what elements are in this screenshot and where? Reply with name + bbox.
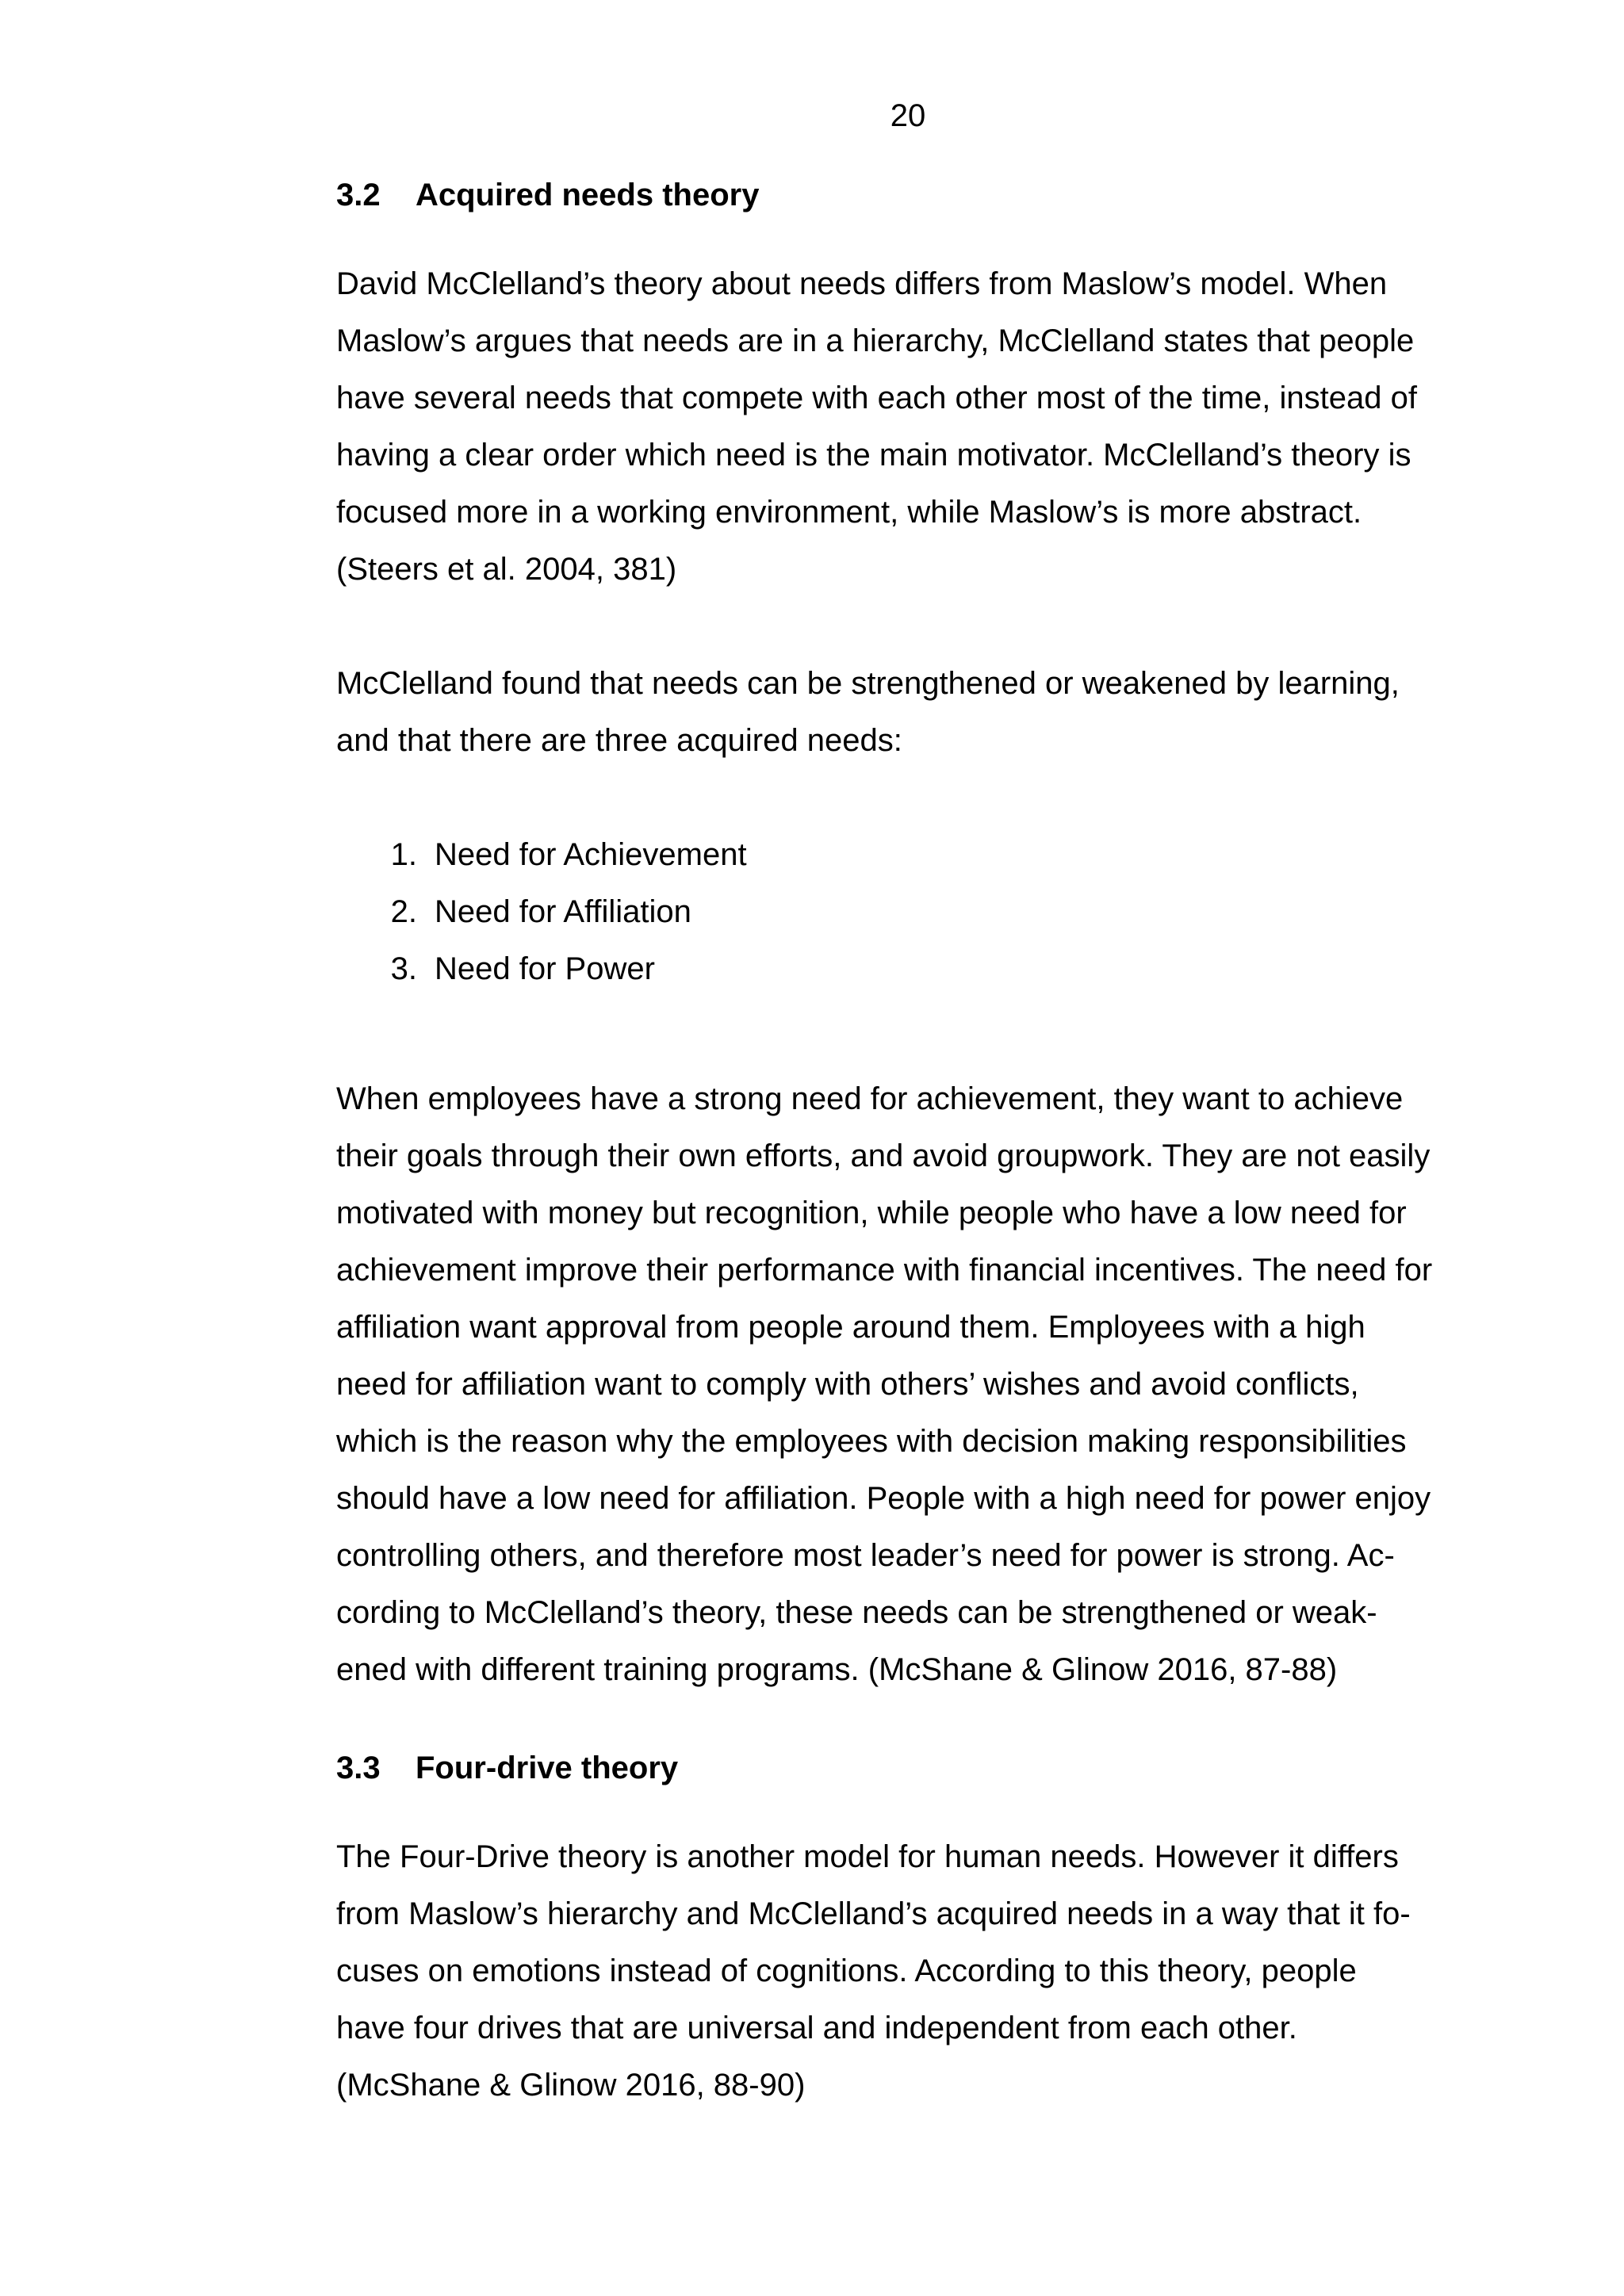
text-line: need for affiliation want to comply with others’ wishes and avoid conflicts, — [336, 1367, 1359, 1402]
text-line: controlling others, and therefore most leader’s need for power is strong. Ac- — [336, 1538, 1395, 1573]
text-line: ened with different training programs. (McShane & Glinow 2016, 87-88) — [336, 1652, 1338, 1687]
page-number: 20 — [890, 98, 926, 133]
list-marker: 2. — [390, 894, 417, 929]
paragraph-four-drive — [336, 1828, 1502, 2114]
list-item — [336, 826, 1502, 883]
text-line: from Maslow’s hierarchy and McClelland’s acquired needs in a way that it fo- — [336, 1896, 1411, 1931]
paragraph-acquired-needs — [336, 655, 1502, 769]
list-item — [336, 940, 1502, 997]
text-line: having a clear order which need is the main motivator. McClelland’s theory is — [336, 438, 1411, 473]
text-line: (Steers et al. 2004, 381) — [336, 552, 677, 587]
text-line: David McClelland’s theory about needs differs from Maslow’s model. When — [336, 266, 1388, 301]
acquired-needs-list — [336, 826, 1502, 997]
text-line: focused more in a working environment, while Maslow’s is more abstract. — [336, 495, 1362, 530]
text-line: should have a low need for affiliation. People with a high need for power enjoy — [336, 1481, 1431, 1516]
text-line: motivated with money but recognition, while people who have a low need for — [336, 1196, 1407, 1230]
section-title: Four-drive theory — [416, 1751, 679, 1785]
text-line: which is the reason why the employees with decision making responsibilities — [336, 1424, 1407, 1459]
text-line: and that there are three acquired needs: — [336, 723, 902, 758]
list-item — [336, 883, 1502, 940]
list-marker: 1. — [390, 837, 417, 872]
text-line: their goals through their own efforts, and avoid groupwork. They are not easily — [336, 1138, 1431, 1173]
text-line: When employees have a strong need for achievement, they want to achieve — [336, 1081, 1404, 1116]
section-number: 3.2 — [336, 178, 381, 212]
text-line: McClelland found that needs can be strengthened or weakened by learning, — [336, 666, 1400, 701]
text-line: (McShane & Glinow 2016, 88-90) — [336, 2068, 806, 2103]
page-content — [336, 173, 1502, 2114]
text-line: cuses on emotions instead of cognitions. According to this theory, people — [336, 1954, 1357, 1988]
text-line: achievement improve their performance with financial incentives. The need for — [336, 1253, 1433, 1288]
section-title: Acquired needs theory — [416, 178, 760, 212]
text-line: have several needs that compete with each other most of the time, instead of — [336, 381, 1417, 415]
section-number: 3.3 — [336, 1751, 381, 1785]
text-line: cording to McClelland’s theory, these needs can be strengthened or weak- — [336, 1595, 1377, 1630]
list-item-text: Need for Affiliation — [435, 894, 691, 929]
list-item-text: Need for Achievement — [435, 837, 747, 872]
paragraph-mcclelland-intro — [336, 255, 1502, 598]
section-heading-acquired-needs — [336, 173, 1502, 217]
paragraph-needs-explanation — [336, 1070, 1502, 1698]
list-marker: 3. — [390, 951, 417, 986]
text-line: affiliation want approval from people around them. Employees with a high — [336, 1310, 1365, 1345]
text-line: Maslow’s argues that needs are in a hierarchy, McClelland states that people — [336, 323, 1415, 358]
section-heading-four-drive — [336, 1746, 1502, 1790]
text-line: The Four-Drive theory is another model for human needs. However it differs — [336, 1839, 1399, 1874]
text-line: have four drives that are universal and independent from each other. — [336, 2011, 1297, 2045]
list-item-text: Need for Power — [435, 951, 655, 986]
